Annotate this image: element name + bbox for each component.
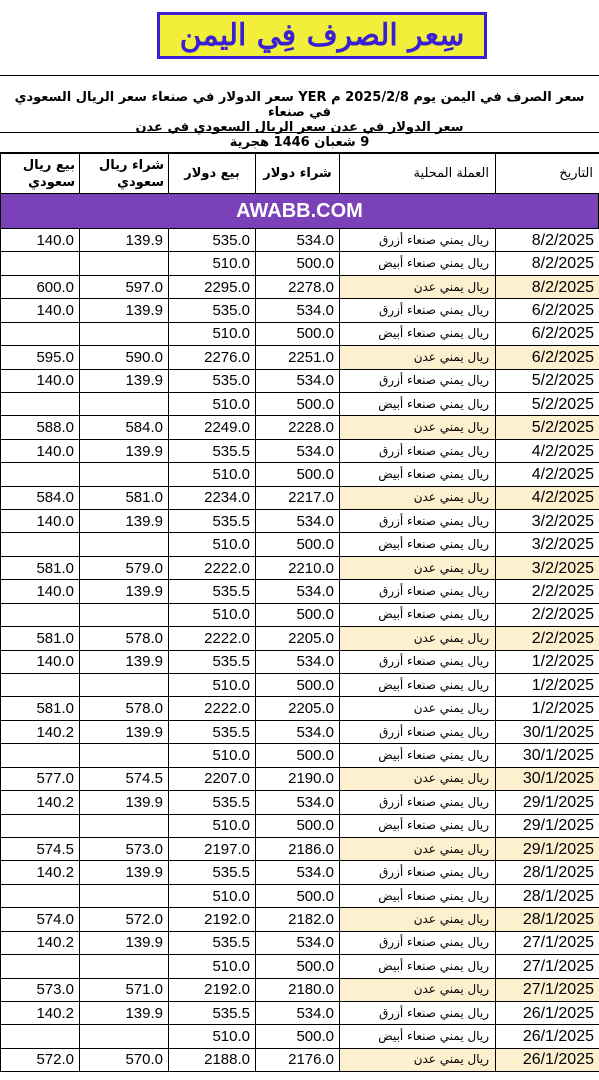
header-sar-buy: شراء ريال سعودي [80, 154, 169, 194]
cell-date: 4/2/2025 [496, 463, 599, 486]
cell-usd-sell: 510.0 [169, 392, 256, 415]
cell-sar-buy: 139.9 [80, 931, 169, 954]
cell-sar-sell: 140.0 [1, 229, 80, 252]
cell-sar-buy: 571.0 [80, 978, 169, 1001]
cell-currency: ريال يمني صنعاء أزرق [340, 931, 496, 954]
rates-table-body [0, 228, 599, 1072]
cell-usd-buy: 2190.0 [256, 767, 340, 790]
cell-currency: ريال يمني صنعاء أبيض [340, 463, 496, 486]
table-row [1, 627, 599, 650]
cell-date: 27/1/2025 [496, 931, 599, 954]
cell-date: 28/1/2025 [496, 884, 599, 907]
cell-sar-buy: 139.9 [80, 791, 169, 814]
table-row [1, 556, 599, 579]
cell-date: 3/2/2025 [496, 556, 599, 579]
cell-usd-sell: 535.5 [169, 1001, 256, 1024]
cell-currency: ريال يمني عدن [340, 837, 496, 860]
table-row [1, 791, 599, 814]
cell-sar-sell: 140.0 [1, 650, 80, 673]
cell-usd-sell: 2222.0 [169, 627, 256, 650]
cell-usd-buy: 534.0 [256, 650, 340, 673]
cell-date: 2/2/2025 [496, 603, 599, 626]
table-row [1, 580, 599, 603]
cell-usd-buy: 500.0 [256, 674, 340, 697]
cell-usd-sell: 2192.0 [169, 978, 256, 1001]
cell-date: 5/2/2025 [496, 416, 599, 439]
table-row [1, 1048, 599, 1071]
cell-sar-sell: 577.0 [1, 767, 80, 790]
cell-date: 1/2/2025 [496, 674, 599, 697]
table-row [1, 674, 599, 697]
table-row [1, 322, 599, 345]
cell-currency: ريال يمني صنعاء أبيض [340, 252, 496, 275]
cell-sar-sell [1, 392, 80, 415]
cell-usd-buy: 500.0 [256, 1025, 340, 1048]
cell-usd-sell: 535.5 [169, 931, 256, 954]
cell-currency: ريال يمني صنعاء أبيض [340, 322, 496, 345]
cell-sar-buy: 584.0 [80, 416, 169, 439]
table-row [1, 908, 599, 931]
cell-sar-sell: 140.2 [1, 720, 80, 743]
cell-date: 8/2/2025 [496, 252, 599, 275]
cell-currency: ريال يمني صنعاء أزرق [340, 369, 496, 392]
cell-usd-buy: 500.0 [256, 252, 340, 275]
cell-date: 4/2/2025 [496, 486, 599, 509]
cell-usd-buy: 534.0 [256, 931, 340, 954]
cell-currency: ريال يمني صنعاء أزرق [340, 791, 496, 814]
cell-sar-sell: 140.2 [1, 861, 80, 884]
cell-currency: ريال يمني عدن [340, 416, 496, 439]
site-banner: AWABB.COM [0, 194, 599, 228]
cell-date: 27/1/2025 [496, 955, 599, 978]
table-row [1, 275, 599, 298]
cell-sar-sell: 140.0 [1, 439, 80, 462]
cell-sar-sell [1, 1025, 80, 1048]
cell-currency: ريال يمني صنعاء أزرق [340, 580, 496, 603]
table-row [1, 603, 599, 626]
table-row [1, 837, 599, 860]
cell-usd-buy: 534.0 [256, 510, 340, 533]
cell-currency: ريال يمني عدن [340, 1048, 496, 1071]
cell-sar-buy [80, 252, 169, 275]
cell-sar-buy [80, 674, 169, 697]
cell-sar-buy: 139.9 [80, 650, 169, 673]
table-row [1, 252, 599, 275]
cell-usd-sell: 510.0 [169, 252, 256, 275]
title-box [157, 12, 487, 59]
cell-sar-sell: 140.2 [1, 1001, 80, 1024]
cell-sar-buy: 139.9 [80, 510, 169, 533]
cell-currency: ريال يمني صنعاء أبيض [340, 744, 496, 767]
cell-sar-sell: 581.0 [1, 697, 80, 720]
cell-sar-buy: 139.9 [80, 1001, 169, 1024]
cell-usd-buy: 500.0 [256, 884, 340, 907]
cell-usd-buy: 500.0 [256, 533, 340, 556]
cell-date: 26/1/2025 [496, 1001, 599, 1024]
cell-usd-buy: 2205.0 [256, 627, 340, 650]
table-row [1, 978, 599, 1001]
cell-sar-sell: 574.0 [1, 908, 80, 931]
headline-line-1: سعر الصرف في اليمن يوم 2025/2/8 م YER سعر الدولار في صنعاء سعر الريال السعودي في صنعاء [14, 90, 585, 120]
cell-currency: ريال يمني عدن [340, 556, 496, 579]
cell-usd-sell: 510.0 [169, 955, 256, 978]
cell-sar-sell [1, 884, 80, 907]
cell-usd-buy: 2210.0 [256, 556, 340, 579]
header-date: التاريخ [496, 154, 599, 194]
headline-line-2: سعر الدولار في عدن سعر الريال السعودي في عدن [135, 120, 464, 135]
header-usd-buy: شراء دولار [256, 154, 340, 194]
table-row [1, 931, 599, 954]
headline [0, 75, 599, 133]
cell-date: 1/2/2025 [496, 650, 599, 673]
table-row [1, 229, 599, 252]
cell-currency: ريال يمني صنعاء أبيض [340, 603, 496, 626]
cell-date: 5/2/2025 [496, 369, 599, 392]
cell-usd-sell: 510.0 [169, 1025, 256, 1048]
cell-sar-sell [1, 252, 80, 275]
cell-usd-sell: 2188.0 [169, 1048, 256, 1071]
cell-sar-sell [1, 814, 80, 837]
cell-currency: ريال يمني صنعاء أزرق [340, 299, 496, 322]
cell-currency: ريال يمني صنعاء أزرق [340, 650, 496, 673]
cell-sar-buy [80, 1025, 169, 1048]
cell-usd-sell: 510.0 [169, 744, 256, 767]
cell-usd-buy: 534.0 [256, 369, 340, 392]
cell-usd-sell: 510.0 [169, 463, 256, 486]
cell-currency: ريال يمني صنعاء أزرق [340, 861, 496, 884]
table-row [1, 439, 599, 462]
cell-date: 6/2/2025 [496, 322, 599, 345]
cell-sar-buy: 570.0 [80, 1048, 169, 1071]
cell-usd-sell: 535.0 [169, 229, 256, 252]
cell-usd-sell: 535.5 [169, 650, 256, 673]
cell-usd-sell: 2207.0 [169, 767, 256, 790]
cell-currency: ريال يمني صنعاء أزرق [340, 720, 496, 743]
cell-sar-buy: 139.9 [80, 720, 169, 743]
cell-sar-buy [80, 884, 169, 907]
cell-usd-buy: 500.0 [256, 392, 340, 415]
cell-sar-sell: 581.0 [1, 556, 80, 579]
header-sar-sell: بيع ريال سعودي [1, 154, 80, 194]
cell-usd-buy: 500.0 [256, 955, 340, 978]
cell-currency: ريال يمني صنعاء أبيض [340, 884, 496, 907]
cell-sar-sell [1, 533, 80, 556]
cell-usd-sell: 535.5 [169, 439, 256, 462]
cell-sar-sell [1, 603, 80, 626]
table-row [1, 533, 599, 556]
table-row [1, 299, 599, 322]
cell-sar-buy [80, 744, 169, 767]
cell-date: 3/2/2025 [496, 510, 599, 533]
table-row [1, 884, 599, 907]
cell-currency: ريال يمني عدن [340, 275, 496, 298]
cell-sar-buy: 578.0 [80, 627, 169, 650]
cell-usd-sell: 2276.0 [169, 346, 256, 369]
cell-currency: ريال يمني عدن [340, 908, 496, 931]
cell-usd-buy: 2217.0 [256, 486, 340, 509]
cell-sar-sell [1, 744, 80, 767]
cell-usd-sell: 2222.0 [169, 556, 256, 579]
cell-currency: ريال يمني عدن [340, 486, 496, 509]
cell-sar-buy: 574.5 [80, 767, 169, 790]
cell-sar-buy [80, 955, 169, 978]
cell-sar-sell: 581.0 [1, 627, 80, 650]
cell-sar-buy: 139.9 [80, 861, 169, 884]
table-row [1, 369, 599, 392]
cell-date: 4/2/2025 [496, 439, 599, 462]
cell-usd-buy: 534.0 [256, 580, 340, 603]
cell-sar-buy: 139.9 [80, 369, 169, 392]
rates-table [0, 153, 599, 194]
cell-date: 29/1/2025 [496, 791, 599, 814]
cell-usd-buy: 534.0 [256, 299, 340, 322]
table-row [1, 1001, 599, 1024]
table-row [1, 463, 599, 486]
cell-usd-sell: 535.5 [169, 510, 256, 533]
cell-sar-buy: 581.0 [80, 486, 169, 509]
cell-sar-buy: 579.0 [80, 556, 169, 579]
cell-sar-sell: 595.0 [1, 346, 80, 369]
cell-sar-sell: 140.0 [1, 369, 80, 392]
cell-usd-buy: 2205.0 [256, 697, 340, 720]
cell-sar-sell [1, 322, 80, 345]
cell-usd-buy: 534.0 [256, 861, 340, 884]
cell-usd-sell: 2295.0 [169, 275, 256, 298]
cell-currency: ريال يمني عدن [340, 978, 496, 1001]
cell-sar-sell [1, 463, 80, 486]
table-row [1, 861, 599, 884]
cell-usd-sell: 2222.0 [169, 697, 256, 720]
cell-usd-buy: 2251.0 [256, 346, 340, 369]
table-row [1, 416, 599, 439]
header-usd-sell: بيع دولار [169, 154, 256, 194]
cell-currency: ريال يمني صنعاء أبيض [340, 533, 496, 556]
cell-usd-sell: 510.0 [169, 322, 256, 345]
cell-date: 2/2/2025 [496, 627, 599, 650]
cell-usd-buy: 534.0 [256, 791, 340, 814]
cell-date: 29/1/2025 [496, 814, 599, 837]
table-row [1, 767, 599, 790]
cell-sar-buy: 573.0 [80, 837, 169, 860]
title-banner [0, 0, 599, 75]
cell-sar-sell: 574.5 [1, 837, 80, 860]
table-row [1, 392, 599, 415]
cell-sar-buy: 578.0 [80, 697, 169, 720]
cell-currency: ريال يمني عدن [340, 346, 496, 369]
cell-usd-buy: 2182.0 [256, 908, 340, 931]
table-row [1, 1025, 599, 1048]
cell-date: 8/2/2025 [496, 275, 599, 298]
cell-usd-buy: 500.0 [256, 463, 340, 486]
cell-currency: ريال يمني عدن [340, 697, 496, 720]
cell-date: 29/1/2025 [496, 837, 599, 860]
cell-currency: ريال يمني صنعاء أبيض [340, 814, 496, 837]
cell-sar-sell: 140.0 [1, 510, 80, 533]
cell-usd-sell: 535.0 [169, 299, 256, 322]
cell-sar-buy [80, 463, 169, 486]
cell-sar-buy [80, 603, 169, 626]
cell-sar-buy [80, 533, 169, 556]
cell-currency: ريال يمني عدن [340, 767, 496, 790]
cell-sar-sell: 140.2 [1, 931, 80, 954]
cell-date: 30/1/2025 [496, 744, 599, 767]
hijri-date: 9 شعبان 1446 هجرية [0, 133, 599, 153]
cell-currency: ريال يمني صنعاء أبيض [340, 1025, 496, 1048]
cell-date: 28/1/2025 [496, 861, 599, 884]
cell-date: 1/2/2025 [496, 697, 599, 720]
table-row [1, 955, 599, 978]
cell-usd-sell: 535.5 [169, 861, 256, 884]
cell-usd-buy: 2278.0 [256, 275, 340, 298]
cell-usd-sell: 535.0 [169, 369, 256, 392]
cell-sar-sell: 584.0 [1, 486, 80, 509]
cell-sar-buy [80, 814, 169, 837]
cell-usd-buy: 2176.0 [256, 1048, 340, 1071]
cell-usd-buy: 534.0 [256, 229, 340, 252]
cell-currency: ريال يمني صنعاء أزرق [340, 229, 496, 252]
cell-currency: ريال يمني صنعاء أبيض [340, 955, 496, 978]
table-row [1, 720, 599, 743]
cell-currency: ريال يمني صنعاء أزرق [340, 510, 496, 533]
cell-usd-sell: 510.0 [169, 814, 256, 837]
cell-sar-buy: 139.9 [80, 299, 169, 322]
cell-usd-sell: 535.5 [169, 791, 256, 814]
cell-usd-buy: 2228.0 [256, 416, 340, 439]
cell-usd-buy: 500.0 [256, 814, 340, 837]
cell-usd-sell: 2192.0 [169, 908, 256, 931]
page-title: سِعر الصرف فِي اليمن [179, 17, 465, 53]
cell-usd-buy: 2186.0 [256, 837, 340, 860]
cell-sar-sell: 140.0 [1, 580, 80, 603]
cell-currency: ريال يمني عدن [340, 627, 496, 650]
cell-sar-sell: 573.0 [1, 978, 80, 1001]
cell-sar-buy: 572.0 [80, 908, 169, 931]
cell-usd-buy: 534.0 [256, 720, 340, 743]
cell-date: 26/1/2025 [496, 1025, 599, 1048]
cell-date: 8/2/2025 [496, 229, 599, 252]
cell-usd-buy: 534.0 [256, 1001, 340, 1024]
cell-sar-buy: 139.9 [80, 439, 169, 462]
cell-usd-buy: 2180.0 [256, 978, 340, 1001]
cell-date: 5/2/2025 [496, 392, 599, 415]
cell-date: 26/1/2025 [496, 1048, 599, 1071]
cell-date: 27/1/2025 [496, 978, 599, 1001]
cell-sar-sell: 600.0 [1, 275, 80, 298]
cell-date: 6/2/2025 [496, 299, 599, 322]
cell-usd-buy: 500.0 [256, 603, 340, 626]
cell-sar-buy: 590.0 [80, 346, 169, 369]
cell-sar-sell: 572.0 [1, 1048, 80, 1071]
header-currency: العملة المحلية [340, 154, 496, 194]
cell-currency: ريال يمني صنعاء أزرق [340, 439, 496, 462]
cell-date: 6/2/2025 [496, 346, 599, 369]
cell-date: 30/1/2025 [496, 720, 599, 743]
cell-currency: ريال يمني صنعاء أبيض [340, 392, 496, 415]
cell-sar-sell: 588.0 [1, 416, 80, 439]
cell-date: 2/2/2025 [496, 580, 599, 603]
table-row [1, 346, 599, 369]
table-row [1, 697, 599, 720]
cell-sar-buy [80, 392, 169, 415]
cell-sar-sell: 140.2 [1, 791, 80, 814]
cell-usd-sell: 510.0 [169, 884, 256, 907]
table-row [1, 814, 599, 837]
table-row [1, 486, 599, 509]
cell-usd-buy: 500.0 [256, 744, 340, 767]
cell-sar-buy: 597.0 [80, 275, 169, 298]
cell-usd-sell: 2234.0 [169, 486, 256, 509]
cell-usd-sell: 2249.0 [169, 416, 256, 439]
cell-sar-sell: 140.0 [1, 299, 80, 322]
table-row [1, 510, 599, 533]
cell-date: 28/1/2025 [496, 908, 599, 931]
cell-date: 30/1/2025 [496, 767, 599, 790]
cell-usd-sell: 535.5 [169, 720, 256, 743]
cell-sar-buy [80, 322, 169, 345]
table-row [1, 650, 599, 673]
table-row [1, 744, 599, 767]
cell-usd-sell: 535.5 [169, 580, 256, 603]
cell-usd-buy: 534.0 [256, 439, 340, 462]
cell-usd-sell: 2197.0 [169, 837, 256, 860]
cell-date: 3/2/2025 [496, 533, 599, 556]
cell-currency: ريال يمني صنعاء أبيض [340, 674, 496, 697]
cell-sar-sell [1, 674, 80, 697]
cell-sar-sell [1, 955, 80, 978]
cell-usd-sell: 510.0 [169, 603, 256, 626]
cell-usd-sell: 510.0 [169, 674, 256, 697]
cell-sar-buy: 139.9 [80, 580, 169, 603]
cell-currency: ريال يمني صنعاء أزرق [340, 1001, 496, 1024]
cell-usd-sell: 510.0 [169, 533, 256, 556]
cell-sar-buy: 139.9 [80, 229, 169, 252]
cell-usd-buy: 500.0 [256, 322, 340, 345]
